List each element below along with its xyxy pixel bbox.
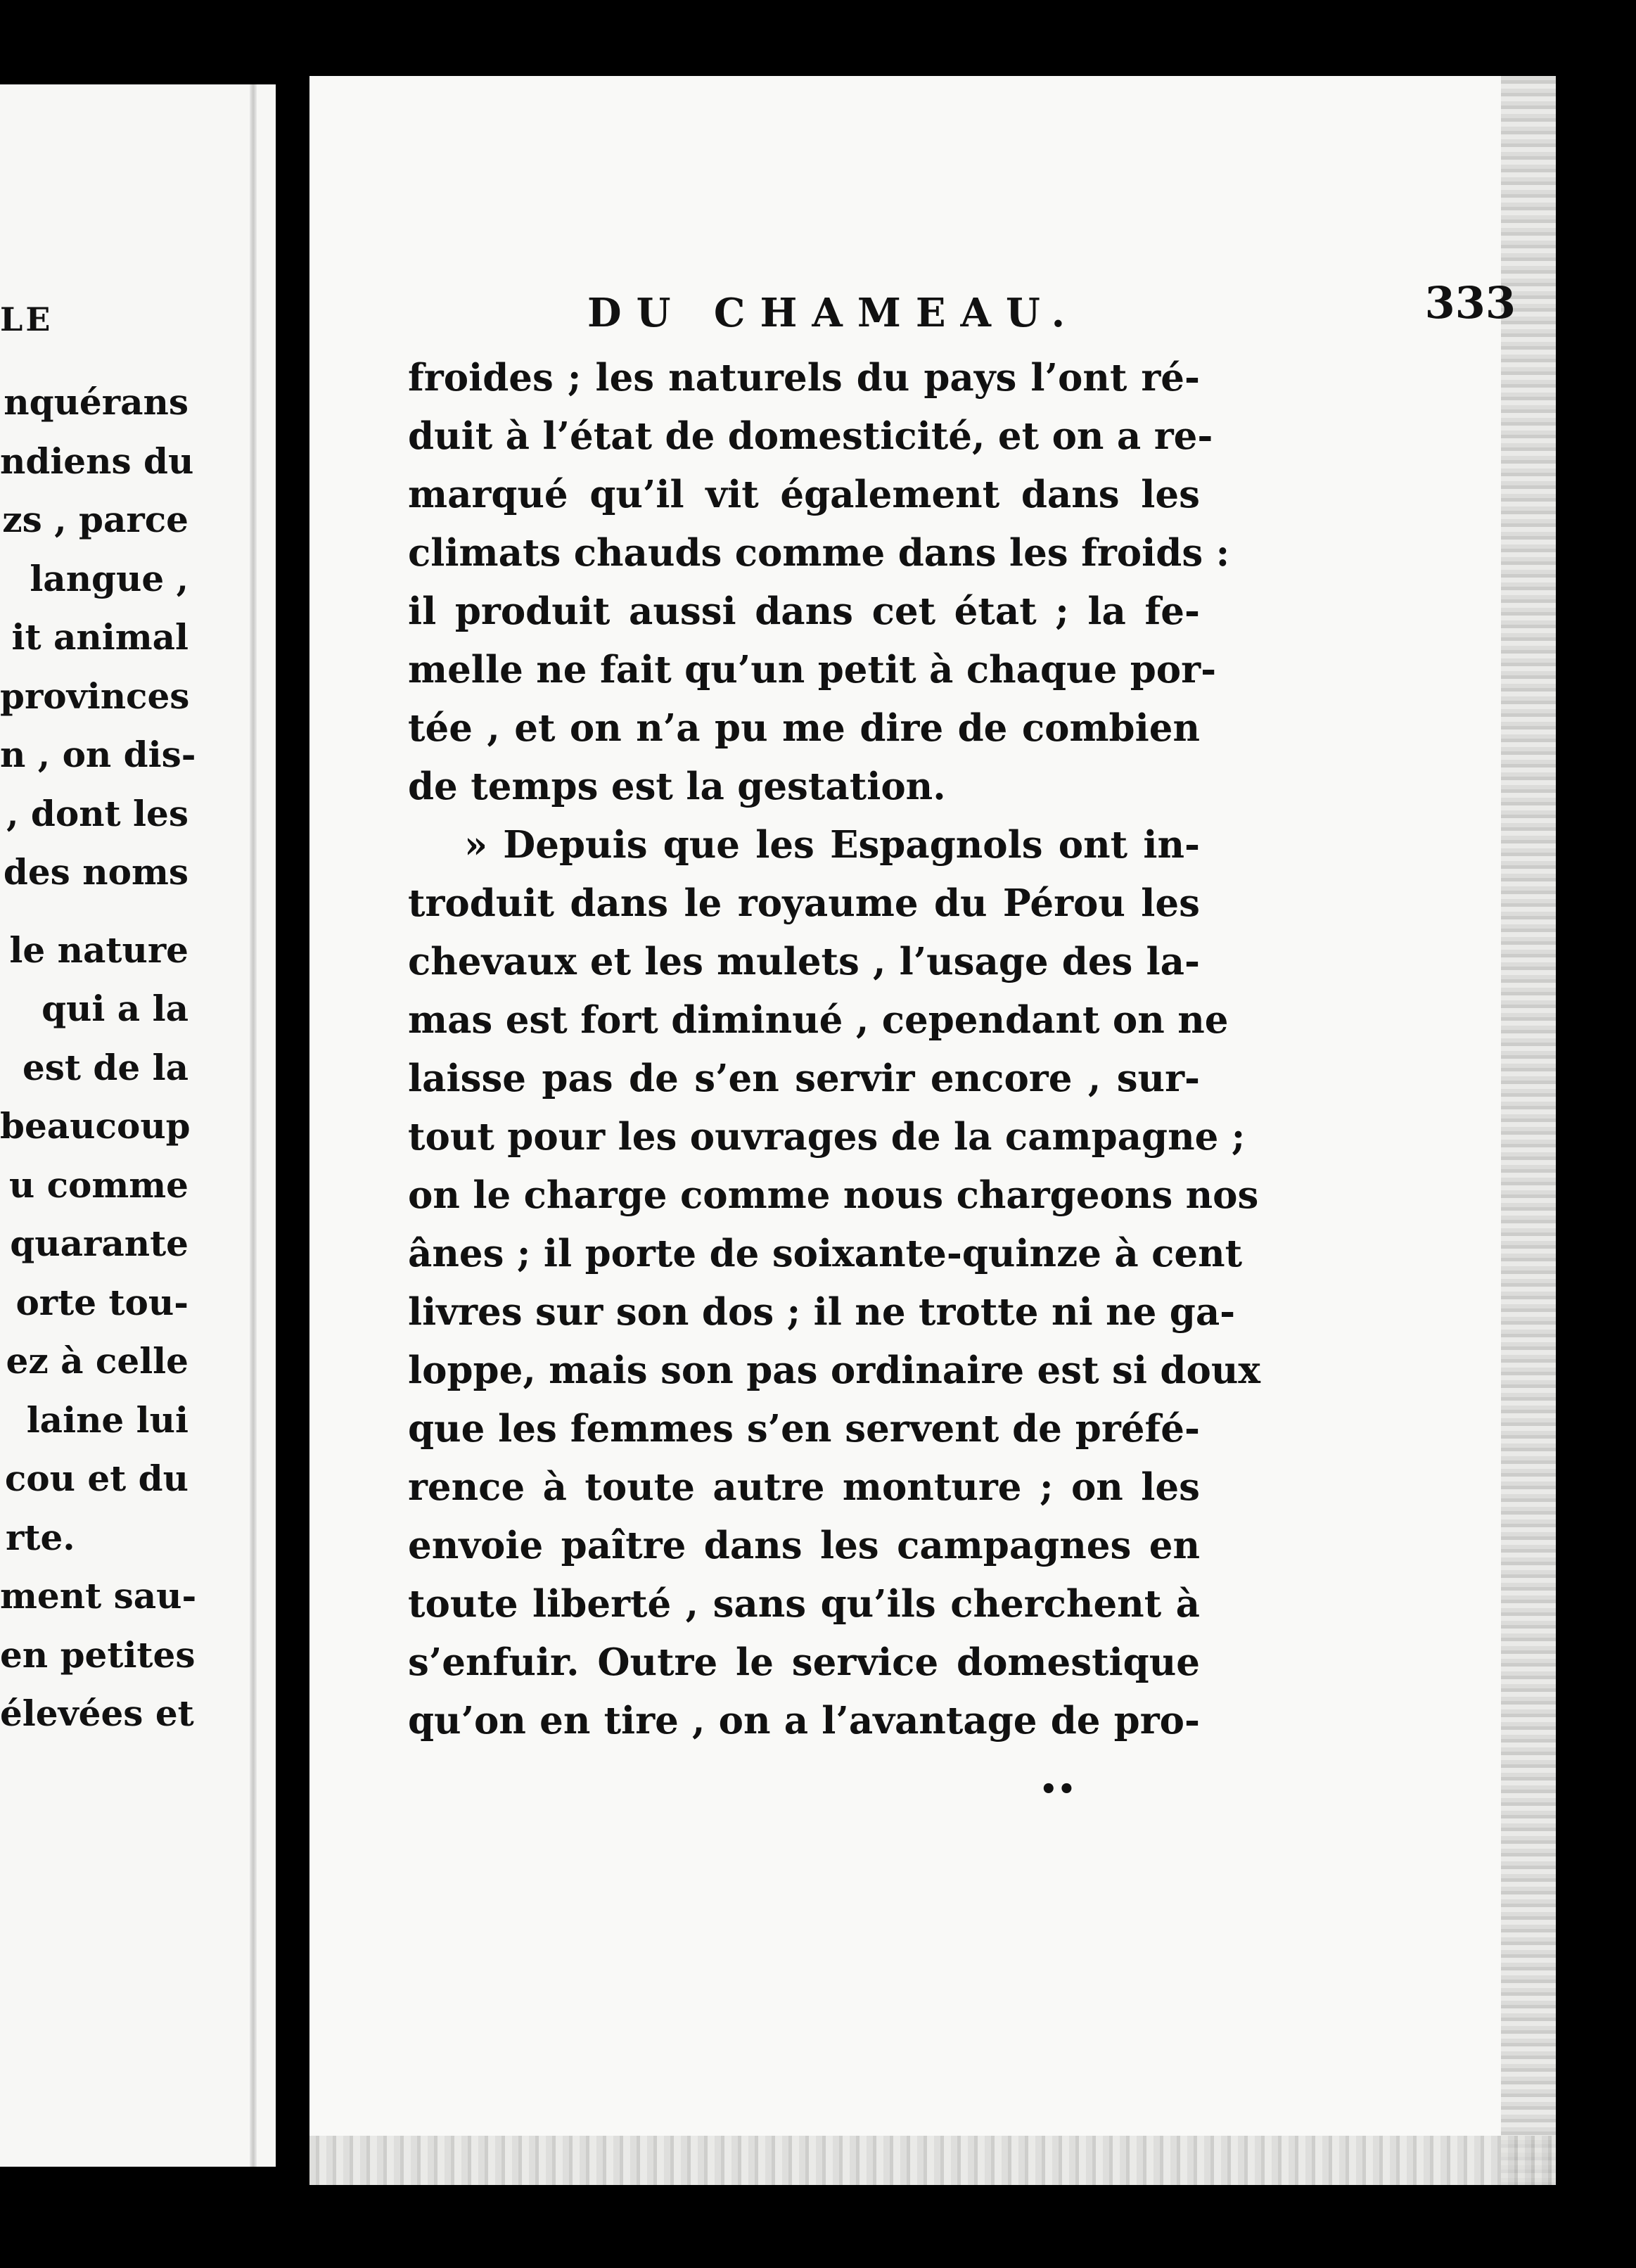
page-number: 333 <box>1424 277 1516 329</box>
text-line: qu’on en tire , on a l’avantage de pro- <box>408 1699 1200 1743</box>
text-line: duit à l’état de domesticité, et on a re- <box>408 414 1213 458</box>
left-text-line: n , on dis- <box>0 734 196 775</box>
text-line: toute liberté , sans qu’ils cherchent à <box>408 1582 1200 1626</box>
text-line: rence à toute autre monture ; on les <box>408 1465 1200 1509</box>
text-line: on le charge comme nous chargeons nos <box>408 1173 1259 1217</box>
left-text-line: élevées et <box>0 1693 194 1734</box>
left-text-line: ez à celle <box>6 1340 188 1382</box>
page-edge-deckle <box>1501 76 1556 2185</box>
catchmark: •• <box>1040 1773 1076 1806</box>
left-text-line: beaucoup <box>0 1105 191 1147</box>
text-line: laisse pas de s’en servir encore , sur- <box>408 1057 1200 1100</box>
left-text-line: des noms <box>3 851 188 893</box>
left-text-line: quarante <box>10 1223 188 1264</box>
text-line: envoie paître dans les campagnes en <box>408 1524 1200 1567</box>
text-line: de temps est la gestation. <box>408 765 946 808</box>
text-line: mas est fort diminué , cependant on ne <box>408 998 1229 1042</box>
text-line: troduit dans le royaume du Pérou les <box>408 881 1200 925</box>
left-text-line: it animal <box>11 616 188 658</box>
left-text-line: zs , parce <box>2 499 188 540</box>
running-title: DU CHAMEAU. <box>587 290 1080 336</box>
page-header <box>587 277 1516 355</box>
left-text-line: est de la <box>22 1046 188 1088</box>
left-text-line: le nature <box>9 929 188 971</box>
text-line: loppe, mais son pas ordinaire est si doux <box>408 1349 1260 1392</box>
left-text-line: nquérans <box>4 381 188 423</box>
left-page <box>0 84 276 2167</box>
left-page-text <box>0 266 197 1743</box>
text-line: melle ne fait qu’un petit à chaque por- <box>408 648 1217 692</box>
text-line: livres sur son dos ; il ne trotte ni ne ga- <box>408 1290 1236 1334</box>
text-line: tout pour les ouvrages de la campagne ; <box>408 1115 1246 1159</box>
left-text-line: ndiens du <box>0 440 194 482</box>
left-text-line: u comme <box>8 1164 188 1206</box>
left-text-line: langue , <box>30 557 188 599</box>
left-text-line: provinces <box>0 675 190 717</box>
left-running-title-fragment: LE <box>0 300 53 338</box>
left-text-line: rte. <box>6 1516 75 1558</box>
page-bottom-edge <box>309 2136 1556 2185</box>
text-line: tée , et on n’a pu me dire de combien <box>408 706 1200 750</box>
text-line: » Depuis que les Espagnols ont in- <box>464 823 1200 867</box>
left-gutter-shadow <box>250 84 257 2167</box>
left-text-line: en petites <box>0 1633 196 1676</box>
left-text-line: laine lui <box>26 1399 188 1441</box>
left-text-line: qui a la <box>41 988 188 1029</box>
text-line: ânes ; il porte de soixante-quinze à cent <box>408 1232 1243 1275</box>
left-text-line: orte tou- <box>15 1281 188 1323</box>
text-line: chevaux et les mulets , l’usage des la- <box>408 940 1200 983</box>
text-line: que les femmes s’en servent de préfé- <box>408 1407 1200 1451</box>
text-line: froides ; les naturels du pays l’ont ré- <box>408 356 1200 400</box>
text-line: marqué qu’il vit également dans les <box>408 473 1200 516</box>
text-line: s’enfuir. Outre le service domestique <box>408 1641 1200 1684</box>
left-text-line: ment sau- <box>0 1575 197 1617</box>
text-line: climats chauds comme dans les froids : <box>408 531 1230 575</box>
left-text-line: cou et du <box>4 1458 188 1499</box>
page-body-text <box>408 349 1260 1750</box>
left-text-line: , dont les <box>6 792 188 834</box>
left-paragraph-gap <box>0 902 188 921</box>
text-line: il produit aussi dans cet état ; la fe- <box>408 590 1200 633</box>
